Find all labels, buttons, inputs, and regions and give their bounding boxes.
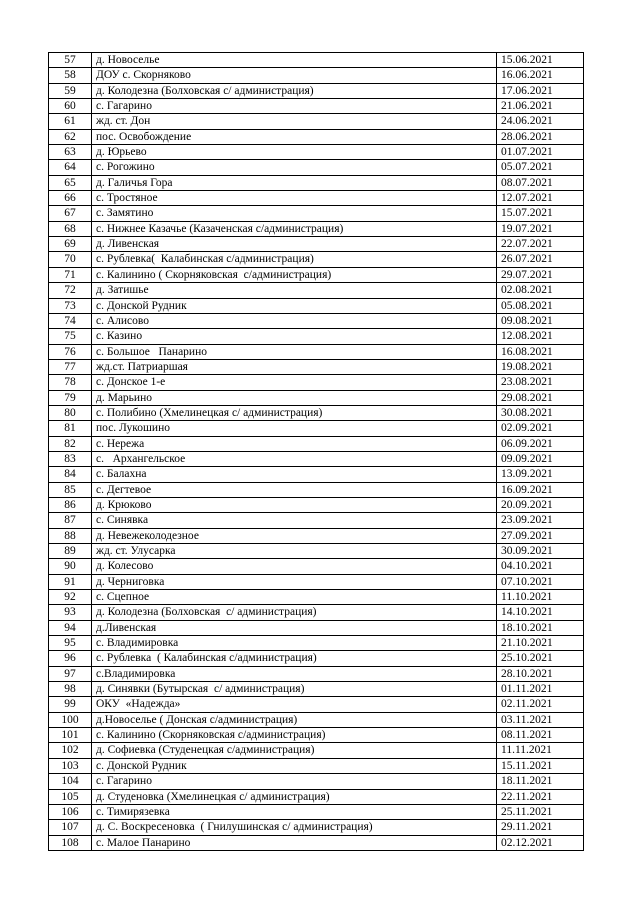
row-number-cell: 107 (49, 820, 92, 835)
table-row (49, 283, 584, 298)
date-cell: 21.10.2021 (497, 636, 584, 651)
date-cell: 29.07.2021 (497, 267, 584, 282)
place-cell: д. Новоселье (92, 53, 497, 68)
date-cell: 11.10.2021 (497, 590, 584, 605)
row-number-cell: 93 (49, 605, 92, 620)
place-cell: д.Новоселье ( Донская с/администрация) (92, 712, 497, 727)
table-row (49, 390, 584, 405)
table-row (49, 53, 584, 68)
table-row (49, 697, 584, 712)
row-number-cell: 81 (49, 421, 92, 436)
place-cell: ОКУ «Надежда» (92, 697, 497, 712)
row-number-cell: 106 (49, 804, 92, 819)
place-cell: с. Рублевка( Калабинская с/администрация) (92, 252, 497, 267)
date-cell: 18.10.2021 (497, 620, 584, 635)
table-row (49, 252, 584, 267)
table-row (49, 467, 584, 482)
place-cell: пос. Освобождение (92, 129, 497, 144)
table-row (49, 160, 584, 175)
row-number-cell: 96 (49, 651, 92, 666)
date-cell: 05.08.2021 (497, 298, 584, 313)
row-number-cell: 86 (49, 497, 92, 512)
table-row (49, 68, 584, 83)
row-number-cell: 98 (49, 682, 92, 697)
table-row (49, 743, 584, 758)
date-cell: 12.07.2021 (497, 191, 584, 206)
table-row (49, 666, 584, 681)
date-cell: 23.08.2021 (497, 375, 584, 390)
date-cell: 15.07.2021 (497, 206, 584, 221)
row-number-cell: 69 (49, 237, 92, 252)
table-row (49, 789, 584, 804)
place-cell: с. Гагарино (92, 774, 497, 789)
place-cell: д. Затишье (92, 283, 497, 298)
row-number-cell: 85 (49, 482, 92, 497)
date-cell: 30.08.2021 (497, 405, 584, 420)
row-number-cell: 79 (49, 390, 92, 405)
row-number-cell: 71 (49, 267, 92, 282)
row-number-cell: 82 (49, 436, 92, 451)
table-row (49, 482, 584, 497)
date-cell: 06.09.2021 (497, 436, 584, 451)
place-cell: с. Алисово (92, 313, 497, 328)
row-number-cell: 60 (49, 99, 92, 114)
place-cell: с. Гагарино (92, 99, 497, 114)
date-cell: 29.08.2021 (497, 390, 584, 405)
row-number-cell: 62 (49, 129, 92, 144)
date-cell: 09.09.2021 (497, 451, 584, 466)
table-row (49, 820, 584, 835)
table-row (49, 497, 584, 512)
row-number-cell: 57 (49, 53, 92, 68)
place-cell: с. Сцепное (92, 590, 497, 605)
row-number-cell: 72 (49, 283, 92, 298)
date-cell: 24.06.2021 (497, 114, 584, 129)
table-row (49, 620, 584, 635)
row-number-cell: 80 (49, 405, 92, 420)
schedule-table-body (49, 53, 584, 851)
date-cell: 16.06.2021 (497, 68, 584, 83)
row-number-cell: 87 (49, 513, 92, 528)
table-row (49, 83, 584, 98)
row-number-cell: 58 (49, 68, 92, 83)
table-row (49, 682, 584, 697)
place-cell: с. Владимировка (92, 636, 497, 651)
table-row (49, 636, 584, 651)
place-cell: д. Ливенская (92, 237, 497, 252)
row-number-cell: 67 (49, 206, 92, 221)
date-cell: 11.11.2021 (497, 743, 584, 758)
row-number-cell: 68 (49, 221, 92, 236)
date-cell: 07.10.2021 (497, 574, 584, 589)
place-cell: д.Ливенская (92, 620, 497, 635)
place-cell: д. Галичья Гора (92, 175, 497, 190)
table-row (49, 129, 584, 144)
place-cell: с. Донской Рудник (92, 298, 497, 313)
table-row (49, 145, 584, 160)
table-row (49, 774, 584, 789)
place-cell: с. Тимирязевка (92, 804, 497, 819)
schedule-table (48, 52, 584, 851)
table-row (49, 221, 584, 236)
table-row (49, 651, 584, 666)
row-number-cell: 64 (49, 160, 92, 175)
table-row (49, 191, 584, 206)
place-cell: жд. ст. Дон (92, 114, 497, 129)
date-cell: 02.12.2021 (497, 835, 584, 850)
place-cell: д. Черниговка (92, 574, 497, 589)
date-cell: 01.07.2021 (497, 145, 584, 160)
row-number-cell: 103 (49, 758, 92, 773)
row-number-cell: 91 (49, 574, 92, 589)
date-cell: 15.11.2021 (497, 758, 584, 773)
row-number-cell: 108 (49, 835, 92, 850)
table-row (49, 436, 584, 451)
date-cell: 27.09.2021 (497, 528, 584, 543)
table-row (49, 544, 584, 559)
place-cell: д. Невежеколодезное (92, 528, 497, 543)
place-cell: д. Крюково (92, 497, 497, 512)
table-row (49, 804, 584, 819)
row-number-cell: 90 (49, 559, 92, 574)
table-row (49, 405, 584, 420)
row-number-cell: 100 (49, 712, 92, 727)
date-cell: 02.11.2021 (497, 697, 584, 712)
place-cell: д. Юрьево (92, 145, 497, 160)
table-row (49, 728, 584, 743)
date-cell: 28.10.2021 (497, 666, 584, 681)
place-cell: с. Полибино (Хмелинецкая с/ администрация) (92, 405, 497, 420)
row-number-cell: 73 (49, 298, 92, 313)
date-cell: 26.07.2021 (497, 252, 584, 267)
date-cell: 25.10.2021 (497, 651, 584, 666)
table-row (49, 344, 584, 359)
place-cell: жд. ст. Улусарка (92, 544, 497, 559)
row-number-cell: 102 (49, 743, 92, 758)
place-cell: ДОУ с. Скорняково (92, 68, 497, 83)
date-cell: 16.09.2021 (497, 482, 584, 497)
date-cell: 22.11.2021 (497, 789, 584, 804)
row-number-cell: 99 (49, 697, 92, 712)
date-cell: 18.11.2021 (497, 774, 584, 789)
table-row (49, 99, 584, 114)
place-cell: с. Большое Панарино (92, 344, 497, 359)
date-cell: 01.11.2021 (497, 682, 584, 697)
row-number-cell: 83 (49, 451, 92, 466)
table-row (49, 574, 584, 589)
row-number-cell: 70 (49, 252, 92, 267)
row-number-cell: 65 (49, 175, 92, 190)
place-cell: с. Казино (92, 329, 497, 344)
table-row (49, 313, 584, 328)
date-cell: 04.10.2021 (497, 559, 584, 574)
table-row (49, 513, 584, 528)
row-number-cell: 59 (49, 83, 92, 98)
row-number-cell: 84 (49, 467, 92, 482)
row-number-cell: 66 (49, 191, 92, 206)
date-cell: 30.09.2021 (497, 544, 584, 559)
date-cell: 23.09.2021 (497, 513, 584, 528)
row-number-cell: 101 (49, 728, 92, 743)
table-row (49, 712, 584, 727)
place-cell: с. Калинино ( Скорняковская с/администрация) (92, 267, 497, 282)
date-cell: 02.09.2021 (497, 421, 584, 436)
date-cell: 16.08.2021 (497, 344, 584, 359)
row-number-cell: 95 (49, 636, 92, 651)
place-cell: с. Синявка (92, 513, 497, 528)
table-row (49, 451, 584, 466)
table-row (49, 758, 584, 773)
date-cell: 28.06.2021 (497, 129, 584, 144)
table-row (49, 175, 584, 190)
table-row (49, 359, 584, 374)
place-cell: с. Нережа (92, 436, 497, 451)
place-cell: с. Балахна (92, 467, 497, 482)
row-number-cell: 77 (49, 359, 92, 374)
place-cell: д. Колесово (92, 559, 497, 574)
row-number-cell: 104 (49, 774, 92, 789)
row-number-cell: 76 (49, 344, 92, 359)
place-cell: д. Студеновка (Хмелинецкая с/ администрация) (92, 789, 497, 804)
row-number-cell: 75 (49, 329, 92, 344)
date-cell: 02.08.2021 (497, 283, 584, 298)
row-number-cell: 74 (49, 313, 92, 328)
date-cell: 20.09.2021 (497, 497, 584, 512)
table-row (49, 605, 584, 620)
table-row (49, 237, 584, 252)
row-number-cell: 78 (49, 375, 92, 390)
row-number-cell: 94 (49, 620, 92, 635)
place-cell: с. Дегтевое (92, 482, 497, 497)
date-cell: 12.08.2021 (497, 329, 584, 344)
row-number-cell: 105 (49, 789, 92, 804)
date-cell: 19.08.2021 (497, 359, 584, 374)
date-cell: 14.10.2021 (497, 605, 584, 620)
place-cell: с.Владимировка (92, 666, 497, 681)
row-number-cell: 88 (49, 528, 92, 543)
table-row (49, 267, 584, 282)
date-cell: 08.07.2021 (497, 175, 584, 190)
date-cell: 21.06.2021 (497, 99, 584, 114)
date-cell: 15.06.2021 (497, 53, 584, 68)
date-cell: 25.11.2021 (497, 804, 584, 819)
table-row (49, 421, 584, 436)
place-cell: д. Софиевка (Студенецкая с/администрация) (92, 743, 497, 758)
row-number-cell: 63 (49, 145, 92, 160)
place-cell: д. Синявки (Бутырская с/ администрация) (92, 682, 497, 697)
place-cell: пос. Лукошино (92, 421, 497, 436)
table-row (49, 590, 584, 605)
row-number-cell: 61 (49, 114, 92, 129)
place-cell: с. Малое Панарино (92, 835, 497, 850)
table-row (49, 559, 584, 574)
date-cell: 09.08.2021 (497, 313, 584, 328)
row-number-cell: 92 (49, 590, 92, 605)
place-cell: с. Донское 1-е (92, 375, 497, 390)
place-cell: жд.ст. Патриаршая (92, 359, 497, 374)
place-cell: д. Колодезна (Болховская с/ администрация) (92, 605, 497, 620)
row-number-cell: 97 (49, 666, 92, 681)
place-cell: с. Калинино (Скорняковская с/администрация) (92, 728, 497, 743)
table-row (49, 835, 584, 850)
table-row (49, 114, 584, 129)
table-row (49, 375, 584, 390)
row-number-cell: 89 (49, 544, 92, 559)
date-cell: 13.09.2021 (497, 467, 584, 482)
date-cell: 05.07.2021 (497, 160, 584, 175)
place-cell: д. Колодезна (Болховская с/ администрация) (92, 83, 497, 98)
place-cell: с. Замятино (92, 206, 497, 221)
place-cell: с. Донской Рудник (92, 758, 497, 773)
date-cell: 17.06.2021 (497, 83, 584, 98)
place-cell: с. Рублевка ( Калабинская с/администрация) (92, 651, 497, 666)
table-row (49, 206, 584, 221)
date-cell: 22.07.2021 (497, 237, 584, 252)
place-cell: с. Архангельское (92, 451, 497, 466)
place-cell: с. Рогожино (92, 160, 497, 175)
table-row (49, 528, 584, 543)
date-cell: 29.11.2021 (497, 820, 584, 835)
place-cell: с. Нижнее Казачье (Казаченская с/администрация) (92, 221, 497, 236)
date-cell: 19.07.2021 (497, 221, 584, 236)
date-cell: 03.11.2021 (497, 712, 584, 727)
place-cell: д. С. Воскресеновка ( Гнилушинская с/ администрация) (92, 820, 497, 835)
place-cell: с. Тростяное (92, 191, 497, 206)
table-row (49, 329, 584, 344)
place-cell: д. Марьино (92, 390, 497, 405)
table-row (49, 298, 584, 313)
date-cell: 08.11.2021 (497, 728, 584, 743)
